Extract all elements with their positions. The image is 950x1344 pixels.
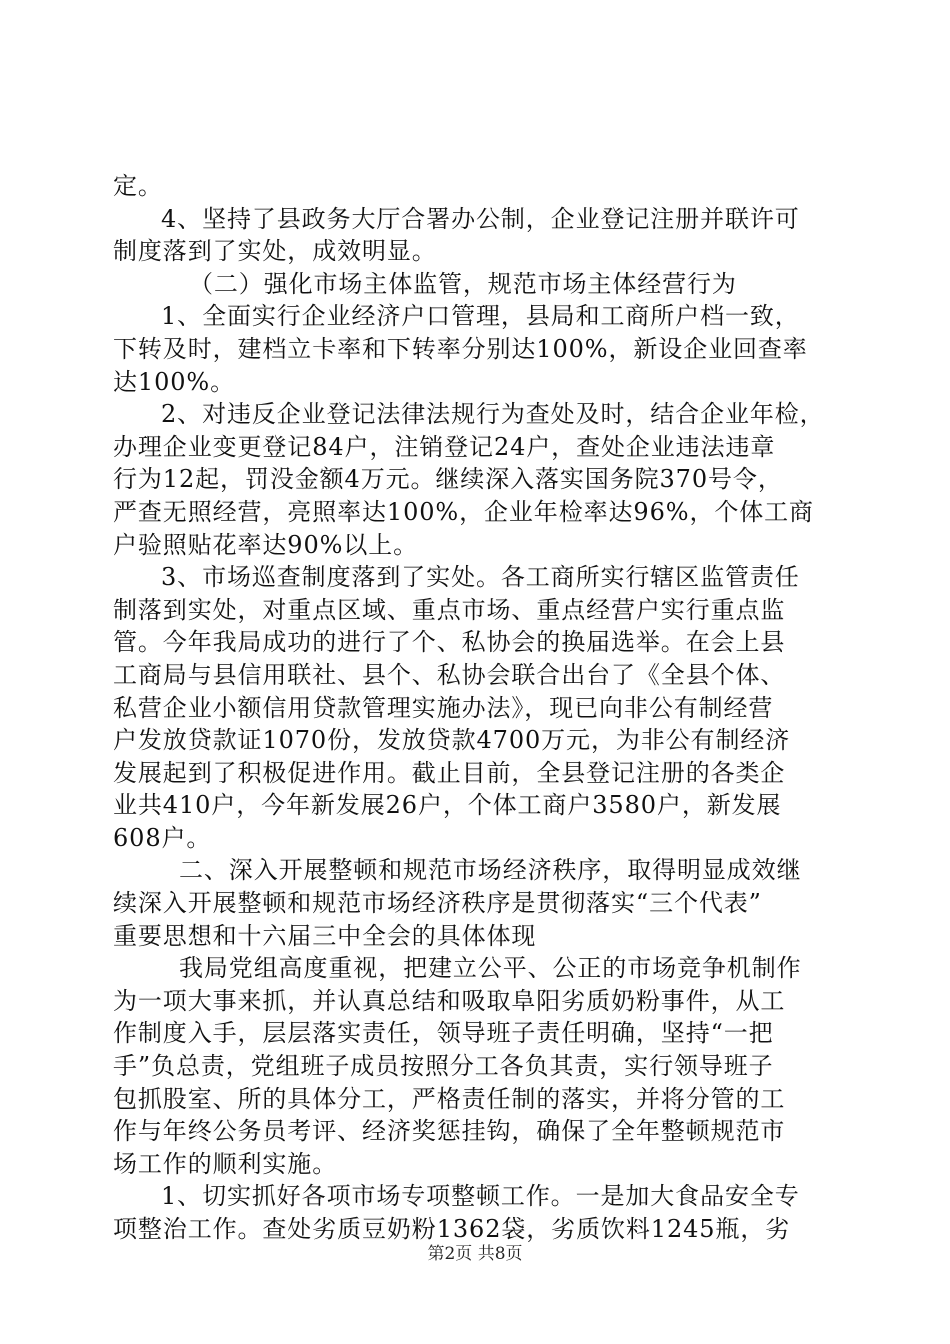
section-heading: 二、深入开展整顿和规范市场经济秩序，取得明显成效继 bbox=[179, 856, 802, 885]
text-line: 项整治工作。查处劣质豆奶粉1362袋，劣质饮料1245瓶，劣 bbox=[113, 1215, 791, 1243]
page-number-label: 第2页 共8页 bbox=[427, 1244, 523, 1264]
section-heading: 续深入开展整顿和规范市场经济秩序是贯彻落实“三个代表” bbox=[113, 889, 762, 918]
text-line: 工商局与县信用联社、县个、私协会联合出台了《全县个体、 bbox=[113, 660, 786, 689]
text-line: 608户。 bbox=[113, 823, 212, 852]
text-line: 户验照贴花率达90%以上。 bbox=[113, 530, 419, 559]
text-line: 为一项大事来抓，并认真总结和吸取阜阳劣质奶粉事件，从工 bbox=[113, 986, 786, 1015]
text-line: 包抓股室、所的具体分工，严格责任制的落实，并将分管的工 bbox=[113, 1084, 786, 1113]
text-line: 办理企业变更登记84户，注销登记24户，查处企业违法违章 bbox=[113, 432, 776, 461]
text-line: 定。 bbox=[113, 172, 163, 200]
text-line: 发展起到了积极促进作用。截止目前，全县登记注册的各类企 bbox=[113, 758, 786, 787]
text-line: 作制度入手，层层落实责任，领导班子责任明确，坚持“一把 bbox=[113, 1019, 774, 1048]
text-line: 制落到实处，对重点区域、重点市场、重点经营户实行重点监 bbox=[113, 595, 786, 624]
text-line: 3、市场巡查制度落到了实处。各工商所实行辖区监管责任 bbox=[161, 563, 800, 592]
text-line: 业共410户，今年新发展26户，个体工商户3580户，新发展 bbox=[113, 791, 782, 820]
text-line: 管。今年我局成功的进行了个、私协会的换届选举。在会上县 bbox=[113, 628, 786, 657]
document-body bbox=[113, 170, 835, 1246]
text-line: 严查无照经营，亮照率达100%，企业年检率达96%，个体工商 bbox=[113, 497, 814, 526]
text-line: 我局党组高度重视，把建立公平、公正的市场竞争机制作 bbox=[179, 954, 802, 983]
text-line: 户发放贷款证1070份，发放贷款4700万元，为非公有制经济 bbox=[113, 726, 791, 755]
text-line: 制度落到了实处，成效明显。 bbox=[113, 237, 437, 266]
section-heading: 重要思想和十六届三中全会的具体体现 bbox=[113, 921, 537, 950]
text-line: 下转及时，建档立卡率和下转率分别达100%，新设企业回查率 bbox=[113, 334, 808, 363]
text-line: 作与年终公务员考评、经济奖惩挂钩，确保了全年整顿规范市 bbox=[113, 1117, 786, 1146]
text-line: 4、坚持了县政务大厅合署办公制，企业登记注册并联许可 bbox=[161, 204, 800, 233]
text-line: 行为12起，罚没金额4万元。继续深入落实国务院370号令， bbox=[113, 465, 783, 494]
text-line: 2、对违反企业登记法律法规行为查处及时，结合企业年检， bbox=[161, 400, 825, 429]
text-line: 1、全面实行企业经济户口管理，县局和工商所户档一致， bbox=[161, 302, 800, 331]
text-line: 场工作的顺利实施。 bbox=[113, 1149, 338, 1178]
text-line: 手”负总责，党组班子成员按照分工各负其责，实行领导班子 bbox=[113, 1052, 774, 1081]
text-line: 1、切实抓好各项市场专项整顿工作。一是加大食品安全专 bbox=[161, 1182, 800, 1211]
page-footer bbox=[0, 1242, 950, 1266]
section-heading: （二）强化市场主体监管，规范市场主体经营行为 bbox=[189, 269, 737, 298]
text-line: 达100%。 bbox=[113, 367, 236, 396]
text-line: 私营企业小额信用贷款管理实施办法》，现已向非公有制经营 bbox=[113, 693, 774, 722]
